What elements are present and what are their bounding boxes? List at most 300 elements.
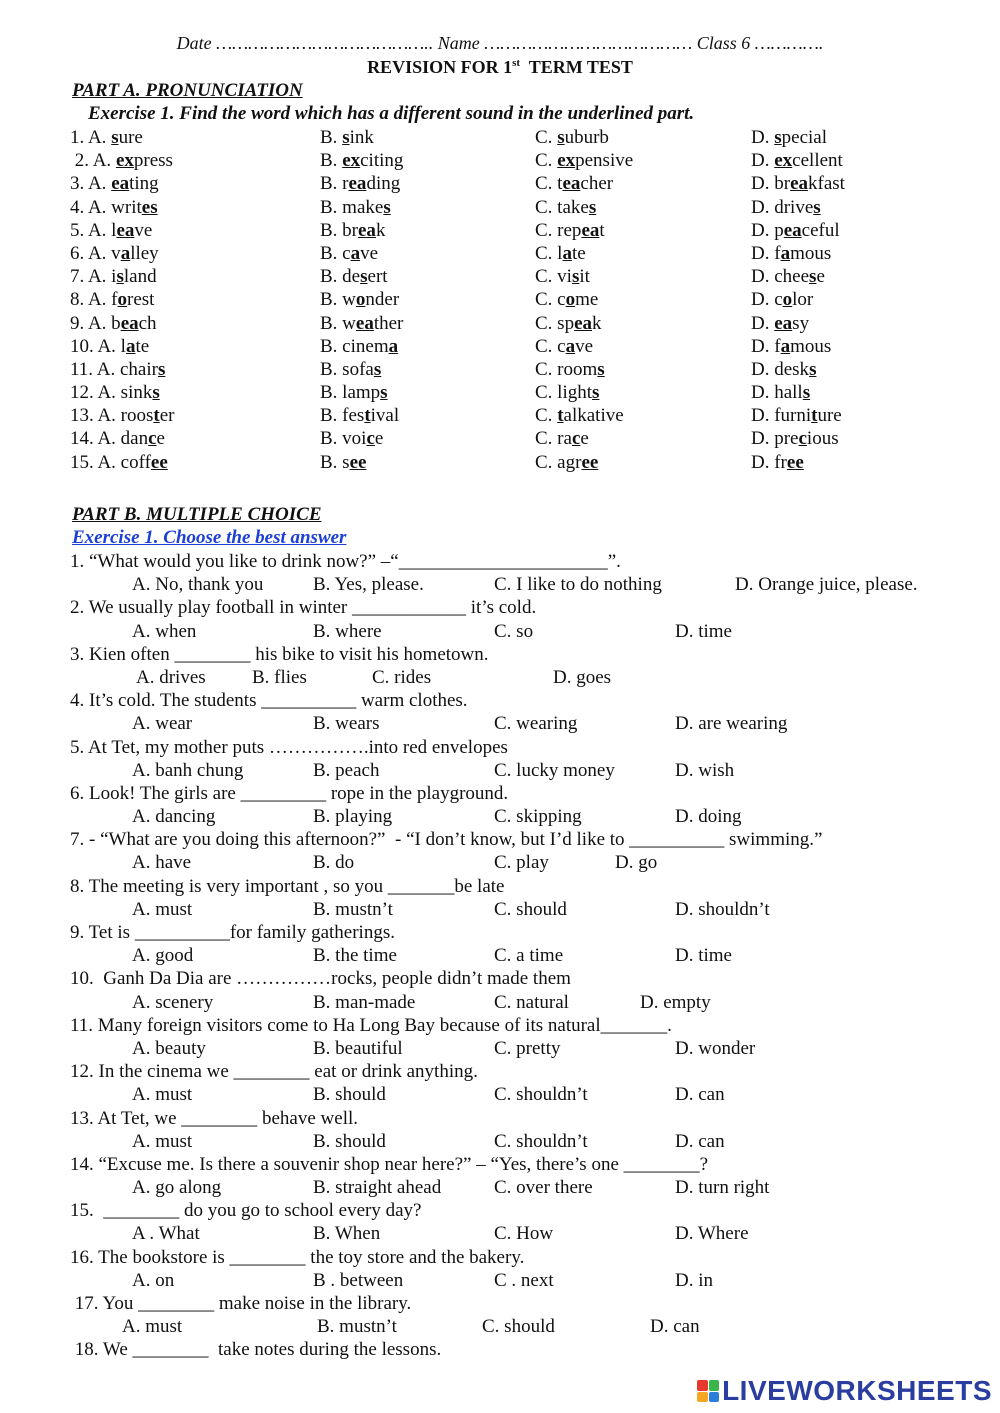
word-part: e [816, 266, 825, 288]
pronunciation-row [70, 219, 950, 242]
answer-option[interactable]: C. rides [372, 666, 432, 688]
word-part: ert [367, 266, 388, 288]
word-option [320, 427, 535, 450]
pronunciation-row [70, 126, 950, 149]
word-option [535, 288, 751, 311]
word-part: D. chee [751, 266, 810, 288]
word-option [535, 381, 751, 404]
word-option [535, 451, 751, 474]
word-part: mous [790, 242, 832, 264]
word-option [320, 242, 535, 265]
title-main: REVISION FOR 1 [367, 57, 513, 77]
part-b-exercise-instruction: Exercise 1. Choose the best answer [72, 527, 347, 548]
word-option [70, 265, 320, 288]
underlined-sound: s [802, 382, 811, 404]
word-option [320, 126, 535, 149]
answer-option[interactable]: C. over there [494, 1177, 593, 1199]
word-part: D. c [751, 289, 783, 311]
question-text: 17. You ________ make noise in the library. [70, 1293, 412, 1314]
word-part: 14. A. dan [70, 428, 149, 450]
question-text: 8. The meeting is very important , so you _______be late [70, 875, 505, 897]
answer-option[interactable]: A. good [132, 945, 194, 967]
answer-option[interactable]: D. empty [640, 991, 711, 1013]
underlined-sound: a [565, 335, 576, 357]
liveworksheets-logo [697, 1375, 992, 1407]
word-part: 4. A. writ [70, 196, 142, 218]
answer-options [70, 1269, 970, 1292]
logo-badge-icon [697, 1380, 719, 1402]
word-part: C. l [535, 242, 563, 264]
word-part: D. [751, 312, 775, 334]
answer-option[interactable]: B. the time [313, 945, 397, 967]
answer-option[interactable]: D. doing [675, 806, 742, 828]
word-option [70, 335, 320, 358]
word-option [70, 451, 320, 474]
word-part: D. f [751, 242, 781, 264]
question-text: 7. - “What are you doing this afternoon?” - “I don’t know, but I’d like to __________ swimming.” [70, 829, 823, 851]
word-part: D. p [751, 219, 784, 241]
question-text: 4. It’s cold. The students __________ warm clothes. [70, 690, 468, 712]
answer-option[interactable]: C. skipping [494, 806, 582, 828]
answer-option[interactable]: A. must [122, 1316, 183, 1338]
answer-option[interactable]: A. banh chung [132, 759, 244, 781]
pronunciation-row [70, 312, 950, 335]
underlined-sound: ea [783, 219, 802, 241]
pronunciation-row [70, 149, 950, 172]
underlined-sound: a [562, 242, 572, 264]
word-option [70, 427, 320, 450]
pronunciation-row [70, 381, 950, 404]
underlined-sound: s [809, 266, 817, 288]
word-part: 10. A. l [70, 335, 126, 357]
word-part: B. r [320, 173, 349, 195]
word-part: 11. A. chair [70, 358, 158, 380]
answer-option[interactable]: A. must [132, 1084, 193, 1106]
pronunciation-row [70, 265, 950, 288]
student-info-line: Date ………………………………….. Name ………………………………… Class 6 …………. [176, 33, 824, 53]
answer-option[interactable]: B . between [313, 1269, 404, 1291]
word-part: D. fr [751, 451, 787, 473]
word-part: k [592, 312, 602, 334]
word-option [320, 219, 535, 242]
word-part: D. drive [751, 196, 814, 218]
word-part: ceful [801, 219, 840, 241]
underlined-sound: ea [581, 219, 600, 241]
answer-option[interactable]: A. when [132, 620, 197, 642]
word-option [535, 149, 751, 172]
underlined-sound: s [111, 127, 119, 148]
word-part: D. hall [751, 382, 803, 404]
word-part: B. [320, 127, 343, 148]
word-part: B. s [320, 451, 350, 473]
question-text: 11. Many foreign visitors come to Ha Long Bay because of its natural_______. [70, 1014, 672, 1036]
word-option [535, 219, 751, 242]
answer-option[interactable]: B. straight ahead [313, 1177, 442, 1199]
word-part: C. take [535, 196, 589, 218]
underlined-sound: s [592, 382, 600, 404]
word-part: 2. A. [70, 150, 116, 172]
question-text: 14. “Excuse me. Is there a souvenir shop near here?” – “Yes, there’s one ________? [70, 1153, 709, 1175]
answer-option[interactable]: C. pretty [494, 1037, 561, 1059]
pronunciation-row [70, 288, 950, 311]
logo-square [697, 1392, 708, 1403]
underlined-sound: s [116, 266, 124, 288]
underlined-sound: c [148, 428, 157, 450]
word-part: B. voi [320, 428, 367, 450]
answer-options [70, 805, 970, 828]
answer-options [70, 851, 970, 874]
answer-option[interactable]: B. wears [313, 713, 380, 735]
word-part: citing [360, 150, 404, 172]
word-part: D. f [751, 335, 781, 357]
answer-option[interactable]: B. mustn’t [317, 1316, 397, 1338]
underlined-sound: a [780, 335, 791, 357]
underlined-sound: s [809, 358, 817, 380]
word-part: B. c [320, 242, 351, 264]
word-part: C. [535, 127, 558, 148]
answer-option[interactable]: A. scenery [132, 991, 214, 1013]
answer-option[interactable]: B. When [313, 1223, 381, 1245]
question-text: 18. We ________ take notes during the lessons. [70, 1339, 442, 1361]
word-part: C. light [535, 382, 593, 404]
pronunciation-row [70, 427, 950, 450]
word-part: ure [118, 127, 143, 148]
word-part: B. w [320, 312, 356, 334]
answer-options [70, 991, 970, 1014]
answer-option[interactable]: D. can [650, 1316, 700, 1338]
word-part: B. fes [320, 405, 365, 427]
word-option [751, 265, 941, 288]
answer-option[interactable]: D. wonder [675, 1037, 756, 1059]
word-option [320, 451, 535, 474]
word-option [70, 219, 320, 242]
answer-option[interactable]: A . What [132, 1223, 200, 1245]
answer-option[interactable]: D. time [675, 620, 732, 642]
underlined-sound: es [141, 196, 158, 218]
answer-options [70, 1315, 970, 1338]
pronunciation-list [70, 126, 950, 474]
answer-option[interactable]: C. wearing [494, 713, 578, 735]
answer-options [70, 1130, 970, 1153]
underlined-sound: ea [348, 173, 367, 195]
word-part: 5. A. l [70, 219, 117, 241]
answer-option[interactable]: B. peach [313, 759, 380, 781]
word-part: e [156, 428, 165, 450]
word-part: nder [365, 289, 400, 311]
word-part: ve [134, 219, 153, 241]
answer-option[interactable]: C. shouldn’t [494, 1130, 588, 1152]
word-option [751, 381, 941, 404]
word-option [535, 427, 751, 450]
word-option [751, 196, 941, 219]
answer-option[interactable]: C. should [494, 898, 567, 920]
pronunciation-row [70, 404, 950, 427]
answer-option[interactable]: A. dancing [132, 806, 216, 828]
answer-options [70, 1176, 970, 1199]
answer-option[interactable]: D. goes [553, 666, 612, 688]
word-part: ve [575, 335, 594, 357]
answer-option[interactable]: A. on [132, 1269, 175, 1291]
word-part: ting [129, 173, 159, 195]
answer-options [70, 898, 970, 921]
underlined-sound: ea [790, 173, 808, 195]
answer-option[interactable]: A. wear [132, 713, 193, 735]
title-superscript: st [512, 57, 521, 69]
word-part: B. sofa [320, 358, 374, 380]
underlined-sound: s [588, 196, 597, 218]
part-a-exercise-instruction: Exercise 1. Find the word which has a different sound in the underlined part. [88, 103, 695, 124]
word-part: ther [373, 312, 404, 334]
word-part: pecial [781, 127, 827, 148]
logo-text: LIVEWORKSHEETS [722, 1375, 992, 1406]
answer-option[interactable]: A. must [132, 1130, 193, 1152]
word-option [70, 172, 320, 195]
word-part: sy [792, 312, 810, 334]
underlined-sound: t [557, 405, 564, 427]
word-part: 3. A. [70, 173, 112, 195]
underlined-sound: ea [355, 312, 374, 334]
word-part: k [375, 219, 386, 241]
word-part: ious [806, 428, 839, 450]
answer-options [70, 620, 970, 643]
title-rest: TERM TEST [520, 57, 633, 77]
word-option [535, 172, 751, 195]
answer-option[interactable]: B. where [313, 620, 382, 642]
word-part: ival [370, 405, 400, 427]
underlined-sound: a [780, 242, 791, 264]
answer-option[interactable]: B. should [313, 1130, 386, 1152]
word-part: C. [535, 405, 558, 427]
word-part: 12. A. sink [70, 382, 153, 404]
answer-option[interactable]: D. are wearing [675, 713, 788, 735]
answer-option[interactable]: B. playing [313, 806, 393, 828]
answer-option[interactable]: C. a time [494, 945, 564, 967]
underlined-sound: t [364, 405, 371, 427]
multiple-choice-list [70, 550, 970, 1362]
underlined-sound: s [571, 266, 580, 288]
underlined-sound: c [571, 428, 581, 450]
word-option [320, 358, 535, 381]
word-option [751, 427, 941, 450]
underlined-sound: ee [150, 451, 168, 473]
answer-option[interactable]: C. play [494, 852, 549, 874]
answer-option[interactable]: C. should [482, 1316, 555, 1338]
word-option [320, 265, 535, 288]
word-part: C. vi [535, 266, 572, 288]
word-option [70, 358, 320, 381]
word-option [70, 196, 320, 219]
answer-option[interactable]: D. wish [675, 759, 735, 781]
answer-option[interactable]: C. so [494, 620, 534, 642]
answer-option[interactable]: D. turn right [675, 1177, 770, 1199]
answer-option[interactable]: D. go [615, 852, 658, 874]
underlined-sound: o [117, 289, 127, 311]
word-option [535, 312, 751, 335]
word-part: er [159, 405, 175, 427]
answer-option[interactable]: A. drives [136, 666, 206, 688]
word-option [70, 126, 320, 149]
answer-option[interactable]: A. must [132, 898, 193, 920]
question-text: 12. In the cinema we ________ eat or drink anything. [70, 1061, 478, 1083]
word-part: C. sp [535, 312, 575, 334]
word-option [535, 335, 751, 358]
word-part: uburb [564, 127, 609, 148]
word-part: ink [349, 127, 374, 148]
question-text: 2. We usually play football in winter ____________ it’s cold. [70, 597, 537, 619]
question-text: 1. “What would you like to drink now?” –“______________________”. [70, 551, 621, 572]
underlined-sound: s [373, 358, 382, 380]
word-part: D. br [751, 173, 791, 195]
underlined-sound: a [350, 242, 361, 264]
underlined-sound: s [774, 127, 782, 148]
answer-option[interactable]: C. How [494, 1223, 554, 1245]
answer-option[interactable]: D. can [675, 1130, 725, 1152]
word-part: it [579, 266, 590, 288]
underlined-sound: t [153, 405, 160, 427]
word-option [320, 288, 535, 311]
part-b-heading: PART B. MULTIPLE CHOICE [72, 504, 322, 525]
underlined-sound: s [813, 196, 821, 218]
word-part: e [374, 428, 384, 450]
answer-option[interactable]: B. man-made [313, 991, 416, 1013]
answer-option[interactable]: D. in [675, 1269, 713, 1291]
part-a-heading: PART A. PRONUNCIATION [72, 80, 303, 101]
word-option [535, 126, 751, 149]
underlined-sound: ea [574, 312, 593, 334]
word-part: kfast [808, 173, 845, 195]
word-option [320, 196, 535, 219]
underlined-sound: ea [774, 312, 793, 334]
underlined-sound: ex [774, 150, 793, 172]
word-option [751, 404, 941, 427]
word-option [535, 242, 751, 265]
underlined-sound: a [120, 242, 131, 264]
word-part: ch [138, 312, 157, 334]
underlined-sound: s [557, 127, 565, 148]
word-option [535, 358, 751, 381]
word-part: C. ra [535, 428, 572, 450]
word-option [320, 404, 535, 427]
word-option [70, 312, 320, 335]
pronunciation-row [70, 451, 950, 474]
word-part: C. room [535, 358, 598, 380]
word-option [535, 265, 751, 288]
answer-options [70, 759, 970, 782]
answer-option[interactable]: B. Yes, please. [313, 574, 424, 596]
pronunciation-row [70, 242, 950, 265]
answer-option[interactable]: C. I like to do nothing [494, 574, 662, 596]
question-text: 9. Tet is __________for family gatherings. [70, 922, 395, 943]
word-part: D. [751, 127, 775, 148]
word-part: D. pre [751, 428, 799, 450]
answer-option[interactable]: B. should [313, 1084, 386, 1106]
word-part: ding [366, 173, 401, 195]
underlined-sound: o [355, 289, 366, 311]
question-text: 6. Look! The girls are _________ rope in the playground. [70, 782, 509, 804]
answer-option[interactable]: B. flies [252, 666, 307, 688]
word-option [751, 451, 941, 474]
underlined-sound: s [597, 358, 605, 380]
answer-options [70, 712, 970, 735]
answer-option[interactable]: B. beautiful [313, 1037, 403, 1059]
underlined-sound: a [125, 335, 136, 357]
word-part: B. br [320, 219, 358, 241]
answer-option[interactable]: D. can [675, 1084, 725, 1106]
word-option [320, 335, 535, 358]
worksheet-title [0, 57, 1000, 78]
word-part: ure [817, 405, 842, 427]
word-part: C. c [535, 289, 566, 311]
word-option [70, 242, 320, 265]
underlined-sound: ee [581, 451, 599, 473]
underlined-sound: ex [557, 150, 576, 172]
word-option [70, 381, 320, 404]
pronunciation-row [70, 196, 950, 219]
word-part: lor [792, 289, 814, 311]
underlined-sound: s [157, 358, 166, 380]
underlined-sound: s [383, 196, 391, 218]
word-option [751, 242, 941, 265]
word-part: D. desk [751, 358, 810, 380]
underlined-sound: ea [562, 173, 581, 195]
answer-option[interactable]: B. do [313, 852, 355, 874]
pronunciation-row [70, 335, 950, 358]
underlined-sound: ea [358, 219, 376, 241]
underlined-sound: s [342, 127, 350, 148]
word-part: B. lamp [320, 382, 381, 404]
word-part: pensive [575, 150, 634, 172]
word-option [751, 358, 941, 381]
answer-option[interactable]: A. beauty [132, 1037, 206, 1059]
word-part: C. c [535, 335, 566, 357]
word-option [751, 126, 941, 149]
answer-option[interactable]: A. No, thank you [132, 574, 264, 596]
answer-option[interactable]: C. natural [494, 991, 569, 1013]
answer-option[interactable]: D. shouldn’t [675, 898, 770, 920]
underlined-sound: s [360, 266, 368, 288]
word-option [535, 196, 751, 219]
underlined-sound: c [366, 428, 375, 450]
underlined-sound: c [798, 428, 807, 450]
answer-option[interactable]: D. Where [675, 1223, 749, 1245]
underlined-sound: ee [349, 451, 367, 473]
question-text: 15. ________ do you go to school every day? [70, 1200, 422, 1222]
answer-option[interactable]: D. time [675, 945, 732, 967]
answer-options [70, 1037, 970, 1060]
answer-option[interactable]: A. have [132, 852, 192, 874]
question-text: 16. The bookstore is ________ the toy store and the bakery. [70, 1246, 525, 1268]
word-part: 7. A. i [70, 266, 117, 288]
pronunciation-row [70, 358, 950, 381]
word-part: ve [360, 242, 379, 264]
answer-option[interactable]: C. shouldn’t [494, 1084, 588, 1106]
word-option [70, 404, 320, 427]
word-part: 13. A. roos [70, 405, 154, 427]
word-part: 9. A. b [70, 312, 121, 334]
word-part: C. agr [535, 451, 582, 473]
answer-option[interactable]: D. Orange juice, please. [735, 574, 918, 596]
word-part: C. t [535, 173, 563, 195]
logo-square [697, 1380, 708, 1391]
answer-option[interactable]: B. mustn’t [313, 898, 393, 920]
word-option [751, 312, 941, 335]
question-text: 3. Kien often ________ his bike to visit his hometown. [70, 643, 489, 665]
answer-option[interactable]: C . next [494, 1269, 554, 1291]
answer-option[interactable]: C. lucky money [494, 759, 615, 781]
answer-option[interactable]: A. go along [132, 1177, 222, 1199]
answer-options [70, 944, 970, 967]
word-part: C. rep [535, 219, 582, 241]
